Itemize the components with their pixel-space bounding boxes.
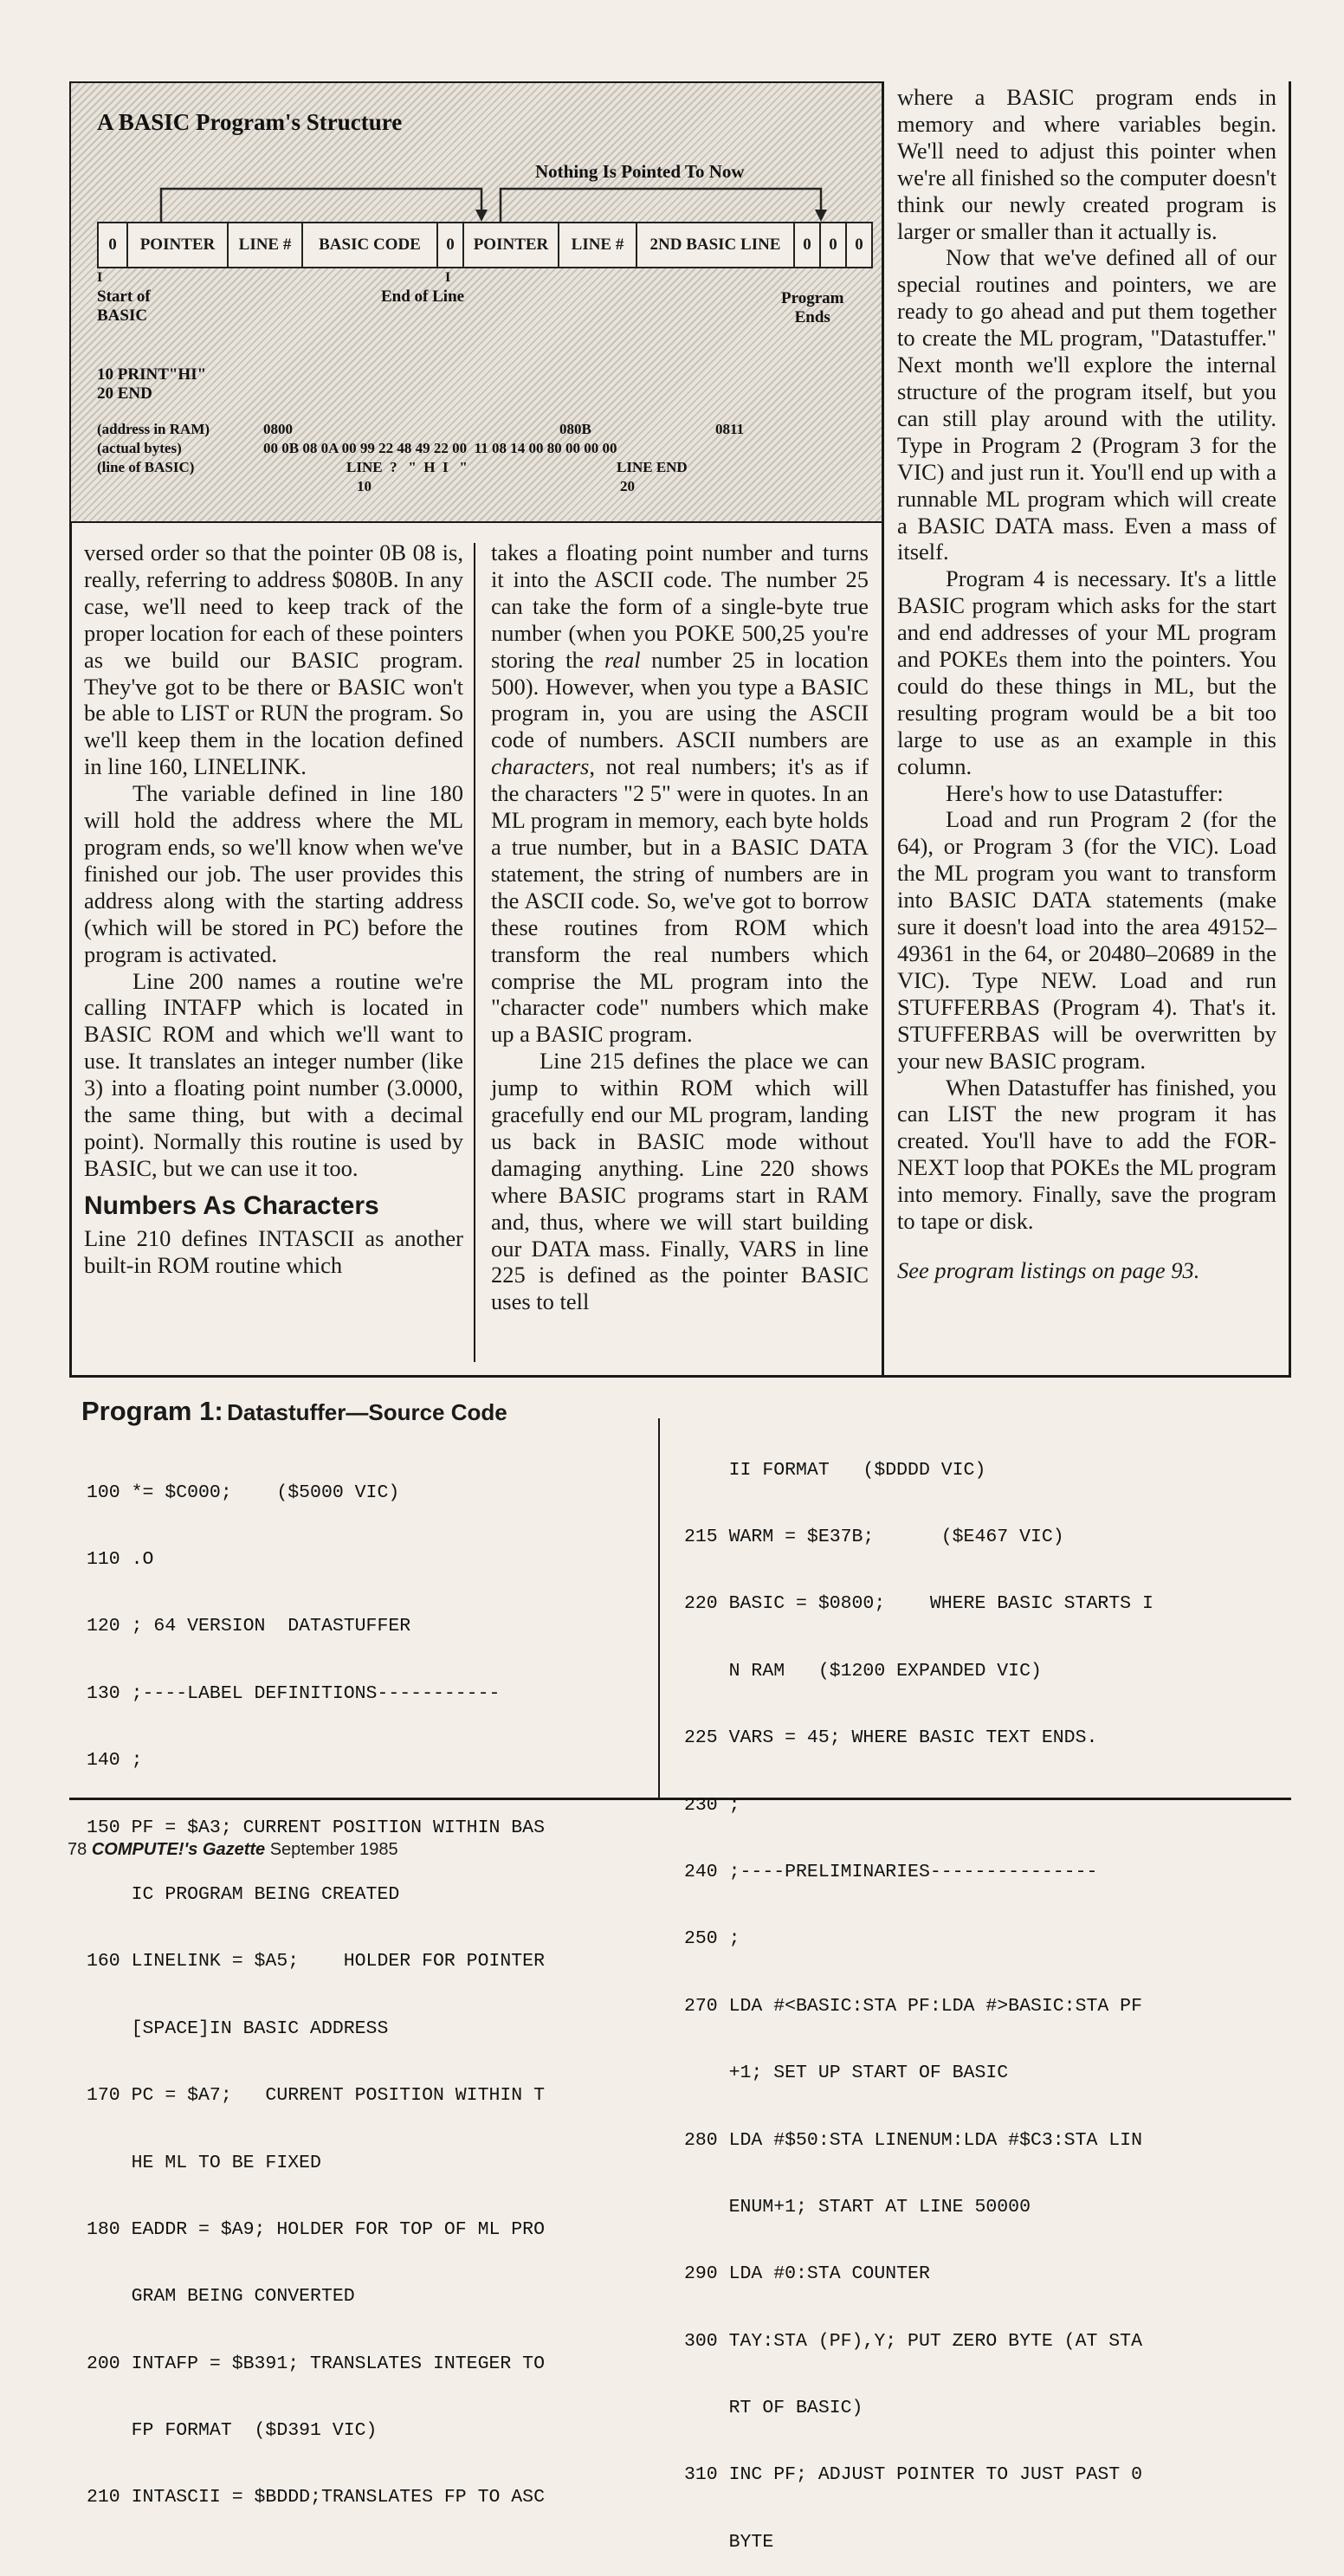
listing-reference-note: See program listings on page 93. xyxy=(897,1256,1200,1283)
diagram-title: A BASIC Program's Structure xyxy=(97,109,403,135)
article-column-3 xyxy=(897,84,1276,1284)
line-number-10: 10 xyxy=(357,478,372,494)
magazine-name: COMPUTE!'s Gazette xyxy=(91,1840,266,1859)
line-number-20: 20 xyxy=(620,478,635,494)
listing-title xyxy=(81,1396,507,1427)
code-line: 220 BASIC = $0800; WHERE BASIC STARTS I xyxy=(684,1593,1153,1615)
cell-pointer: POINTER xyxy=(128,223,229,267)
code-line: 120 ; 64 VERSION DATASTUFFER xyxy=(87,1616,411,1637)
code-line: 200 INTAFP = $B391; TRANSLATES INTEGER TO xyxy=(87,2353,545,2374)
code-line: 280 LDA #$50:STA LINENUM:LDA #$C3:STA LIN xyxy=(684,2129,1142,2151)
paragraph: Program 4 is necessary. It's a little BASIC program which asks for the start and end addresses of your ML program and POKEs them into the pointers. You could do these things in ML, but the resulting program would be a bit too large to use as an example in this column. xyxy=(897,565,1276,779)
frame-left-rule-2 xyxy=(69,523,72,1377)
line-of-basic-1: LINE ? " H I " xyxy=(346,459,468,475)
cell-zero: 0 xyxy=(821,223,847,267)
code-line: [SPACE]IN BASIC ADDRESS xyxy=(87,2018,389,2039)
cell-zero: 0 xyxy=(438,223,464,267)
cell-basic-code: BASIC CODE xyxy=(303,223,438,267)
code-line: IC PROGRAM BEING CREATED xyxy=(87,1883,400,1905)
actual-bytes: 00 0B 08 0A 00 99 22 48 49 22 00 11 08 14 00 80 00 00 00 xyxy=(263,440,617,456)
paragraph: Line 200 names a routine we're calling INTAFP which is located in BASIC ROM and which we'll want to use. It translates an integer number (like 3) into a floating point number (3.0000, the same thing, but with a decimal point). Normally this routine is used by BASIC, but we can use it too. xyxy=(84,967,463,1181)
label-program-ends: Program Ends xyxy=(781,289,844,326)
listing-divider xyxy=(658,1418,660,1798)
code-line: 160 LINELINK = $A5; HOLDER FOR POINTER xyxy=(87,1951,545,1972)
line-of-basic-2: LINE END xyxy=(617,459,688,475)
code-line: 310 INC PF; ADJUST POINTER TO JUST PAST 0 xyxy=(684,2464,1142,2486)
row-label-bytes: (actual bytes) xyxy=(97,440,182,456)
code-line: N RAM ($1200 EXPANDED VIC) xyxy=(684,1660,1042,1682)
memory-cells xyxy=(97,222,873,268)
paragraph: When Datastuffer has finished, you can LIST the new program it has created. You'll have to add the FOR-NEXT loop that POKEs the ML program into memory. Finally, save the program to tape or disk. xyxy=(897,1074,1276,1235)
row-label-address: (address in RAM) xyxy=(97,421,210,437)
program-number: Program 1: xyxy=(81,1396,223,1426)
pointer-arrow-1-head xyxy=(475,210,488,222)
code-line: 210 INTASCII = $BDDD;TRANSLATES FP TO ASC xyxy=(87,2487,545,2508)
code-line: 290 LDA #0:STA COUNTER xyxy=(684,2263,930,2285)
frame-right-rule xyxy=(882,81,884,1377)
listing-left-column xyxy=(87,1437,545,2532)
program-structure-diagram xyxy=(71,83,882,521)
paragraph: where a BASIC program ends in memory and where variables begin. We'll need to adjust this pointer when we're all finished so the computer doesn't think our newly created program is larger or smaller than it actually is. xyxy=(897,84,1276,244)
code-line: 300 TAY:STA (PF),Y; PUT ZERO BYTE (AT STA xyxy=(684,2330,1142,2352)
label-start-of-basic: Start of BASIC xyxy=(97,287,151,325)
pointer-arrow-2-head xyxy=(815,210,827,222)
code-line: 230 ; xyxy=(684,1794,740,1816)
row-label-line: (line of BASIC) xyxy=(97,459,195,475)
cell-zero: 0 xyxy=(795,223,821,267)
label-end-of-line: End of Line xyxy=(381,287,465,306)
code-line: 110 .O xyxy=(87,1548,154,1570)
code-line: 150 PF = $A3; CURRENT POSITION WITHIN BAS xyxy=(87,1817,545,1838)
address-0800: 0800 xyxy=(263,421,293,437)
code-line: GRAM BEING CONVERTED xyxy=(87,2286,355,2308)
address-080b: 080B xyxy=(559,421,591,437)
cell-2nd-basic-line: 2ND BASIC LINE xyxy=(637,223,795,267)
paragraph: Here's how to use Datastuffer: xyxy=(946,779,1224,806)
address-0811: 0811 xyxy=(715,421,745,437)
code-line: +1; SET UP START OF BASIC xyxy=(684,2063,1009,2084)
article-column-2 xyxy=(491,539,869,1315)
listing-top-rule xyxy=(69,1375,1291,1378)
code-line: 270 LDA #<BASIC:STA PF:LDA #>BASIC:STA PF xyxy=(684,1995,1142,2017)
pointer-arrow-2 xyxy=(501,189,821,222)
paragraph: The variable defined in line 180 will hold the address where the ML program ends, so we'll know when we've finished our job. The user provides this address along with the starting address (which will be stored in PC) before the program is activated. xyxy=(84,780,463,967)
tick-mark: I xyxy=(445,270,451,285)
article-column-1 xyxy=(84,539,463,1279)
paragraph: Now that we've defined all of our special routines and pointers, we are ready to go ahead and put them together to create the ML program, "Datastuffer." Next month we'll explore the internal structure of the program itself, but you can still play around with the utility. Type in Program 2 (Program 3 for the VIC) and just run it. You'll end up with a runnable ML program which will create a BASIC DATA mass. Even a mass of itself. xyxy=(897,244,1276,565)
code-line: BYTE xyxy=(684,2531,774,2553)
code-line: ENUM+1; START AT LINE 50000 xyxy=(684,2196,1031,2218)
paragraph: Line 210 defines INTASCII as another built-in ROM routine which xyxy=(84,1224,463,1278)
program-title: Datastuffer—Source Code xyxy=(227,1399,507,1425)
code-line: FP FORMAT ($D391 VIC) xyxy=(87,2420,378,2442)
paragraph: Load and run Program 2 (for the 64), or Program 3 (for the VIC). Load the ML program you want to transform into BASIC DATA statements (make sure it doesn't load into the area 49152–49361 in the 64, or 20480–20689 in the VIC). Type NEW. Load and run STUFFERBAS (Program 4). That's it. STUFFERBAS will be overwritten by your new BASIC program. xyxy=(897,806,1276,1074)
code-line: 140 ; xyxy=(87,1750,143,1772)
page-number: 78 xyxy=(68,1840,87,1859)
program-line-2: 20 END xyxy=(97,384,152,403)
code-line: 130 ;----LABEL DEFINITIONS----------- xyxy=(87,1682,501,1704)
column-divider-1 xyxy=(474,543,475,1362)
issue-date: September 1985 xyxy=(269,1840,398,1859)
pointer-arrow-1 xyxy=(161,189,481,222)
paragraph: Line 215 defines the place we can jump to within ROM which will gracefully end our ML program, landing us back in BASIC mode without damaging anything. Line 220 shows where BASIC programs start in RAM and, thus, where we will start building our DATA mass. Finally, VARS in line 225 is defined as the pointer BASIC uses to tell xyxy=(491,1048,869,1315)
page-footer xyxy=(68,1840,398,1860)
section-heading: Numbers As Characters xyxy=(84,1191,379,1220)
paragraph: versed order so that the pointer 0B 08 is, really, referring to address $080B. In any case, we'll need to keep track of the proper location for each of these pointers as we build our BASIC program. They've got to be there or BASIC won't be able to LIST or RUN the program. So we'll keep them in the location defined in line 160, LINELINK. xyxy=(84,539,463,780)
code-line: HE ML TO BE FIXED xyxy=(87,2152,321,2173)
pointer-arrows xyxy=(71,83,882,230)
code-line: 240 ;----PRELIMINARIES--------------- xyxy=(684,1861,1098,1882)
program-line-1: 10 PRINT"HI" xyxy=(97,365,207,384)
code-line: RT OF BASIC) xyxy=(684,2398,863,2419)
code-line: 100 *= $C000; ($5000 VIC) xyxy=(87,1482,400,1503)
cell-zero: 0 xyxy=(99,223,128,267)
cell-line-number: LINE # xyxy=(229,223,303,267)
column-divider-3 xyxy=(1289,81,1291,1377)
code-line: 250 ; xyxy=(684,1928,740,1950)
code-line: 225 VARS = 45; WHERE BASIC TEXT ENDS. xyxy=(684,1727,1098,1749)
listing-right-column xyxy=(684,1415,1153,2576)
diagram-top-note: Nothing Is Pointed To Now xyxy=(535,161,745,182)
cell-line-number: LINE # xyxy=(559,223,637,267)
code-line: 215 WARM = $E37B; ($E467 VIC) xyxy=(684,1526,1064,1547)
code-line: 170 PC = $A7; CURRENT POSITION WITHIN T xyxy=(87,2085,545,2107)
cell-pointer: POINTER xyxy=(464,223,559,267)
code-line: II FORMAT ($DDDD VIC) xyxy=(684,1459,986,1481)
tick-mark: I xyxy=(97,270,103,285)
code-line: 180 EADDR = $A9; HOLDER FOR TOP OF ML PRO xyxy=(87,2218,545,2240)
paragraph: takes a floating point number and turns it into the ASCII code. The number 25 can take the form of a single-byte true number (when you POKE 500,25 you're storing the real number 25 in location 500). However, when you type a BASIC program in, you are using the ASCII code of numbers. ASCII numbers are characters, not real numbers; it's as if the characters "2 5" were in quotes. In an ML program in memory, each byte holds a true number, but in a BASIC DATA statement, the string of numbers are in the ASCII code. So, we've got to borrow these routines from ROM which transform the real numbers which comprise the ML program into the "character code" numbers which make up a BASIC program. xyxy=(491,539,869,1048)
cell-zero: 0 xyxy=(855,236,863,254)
